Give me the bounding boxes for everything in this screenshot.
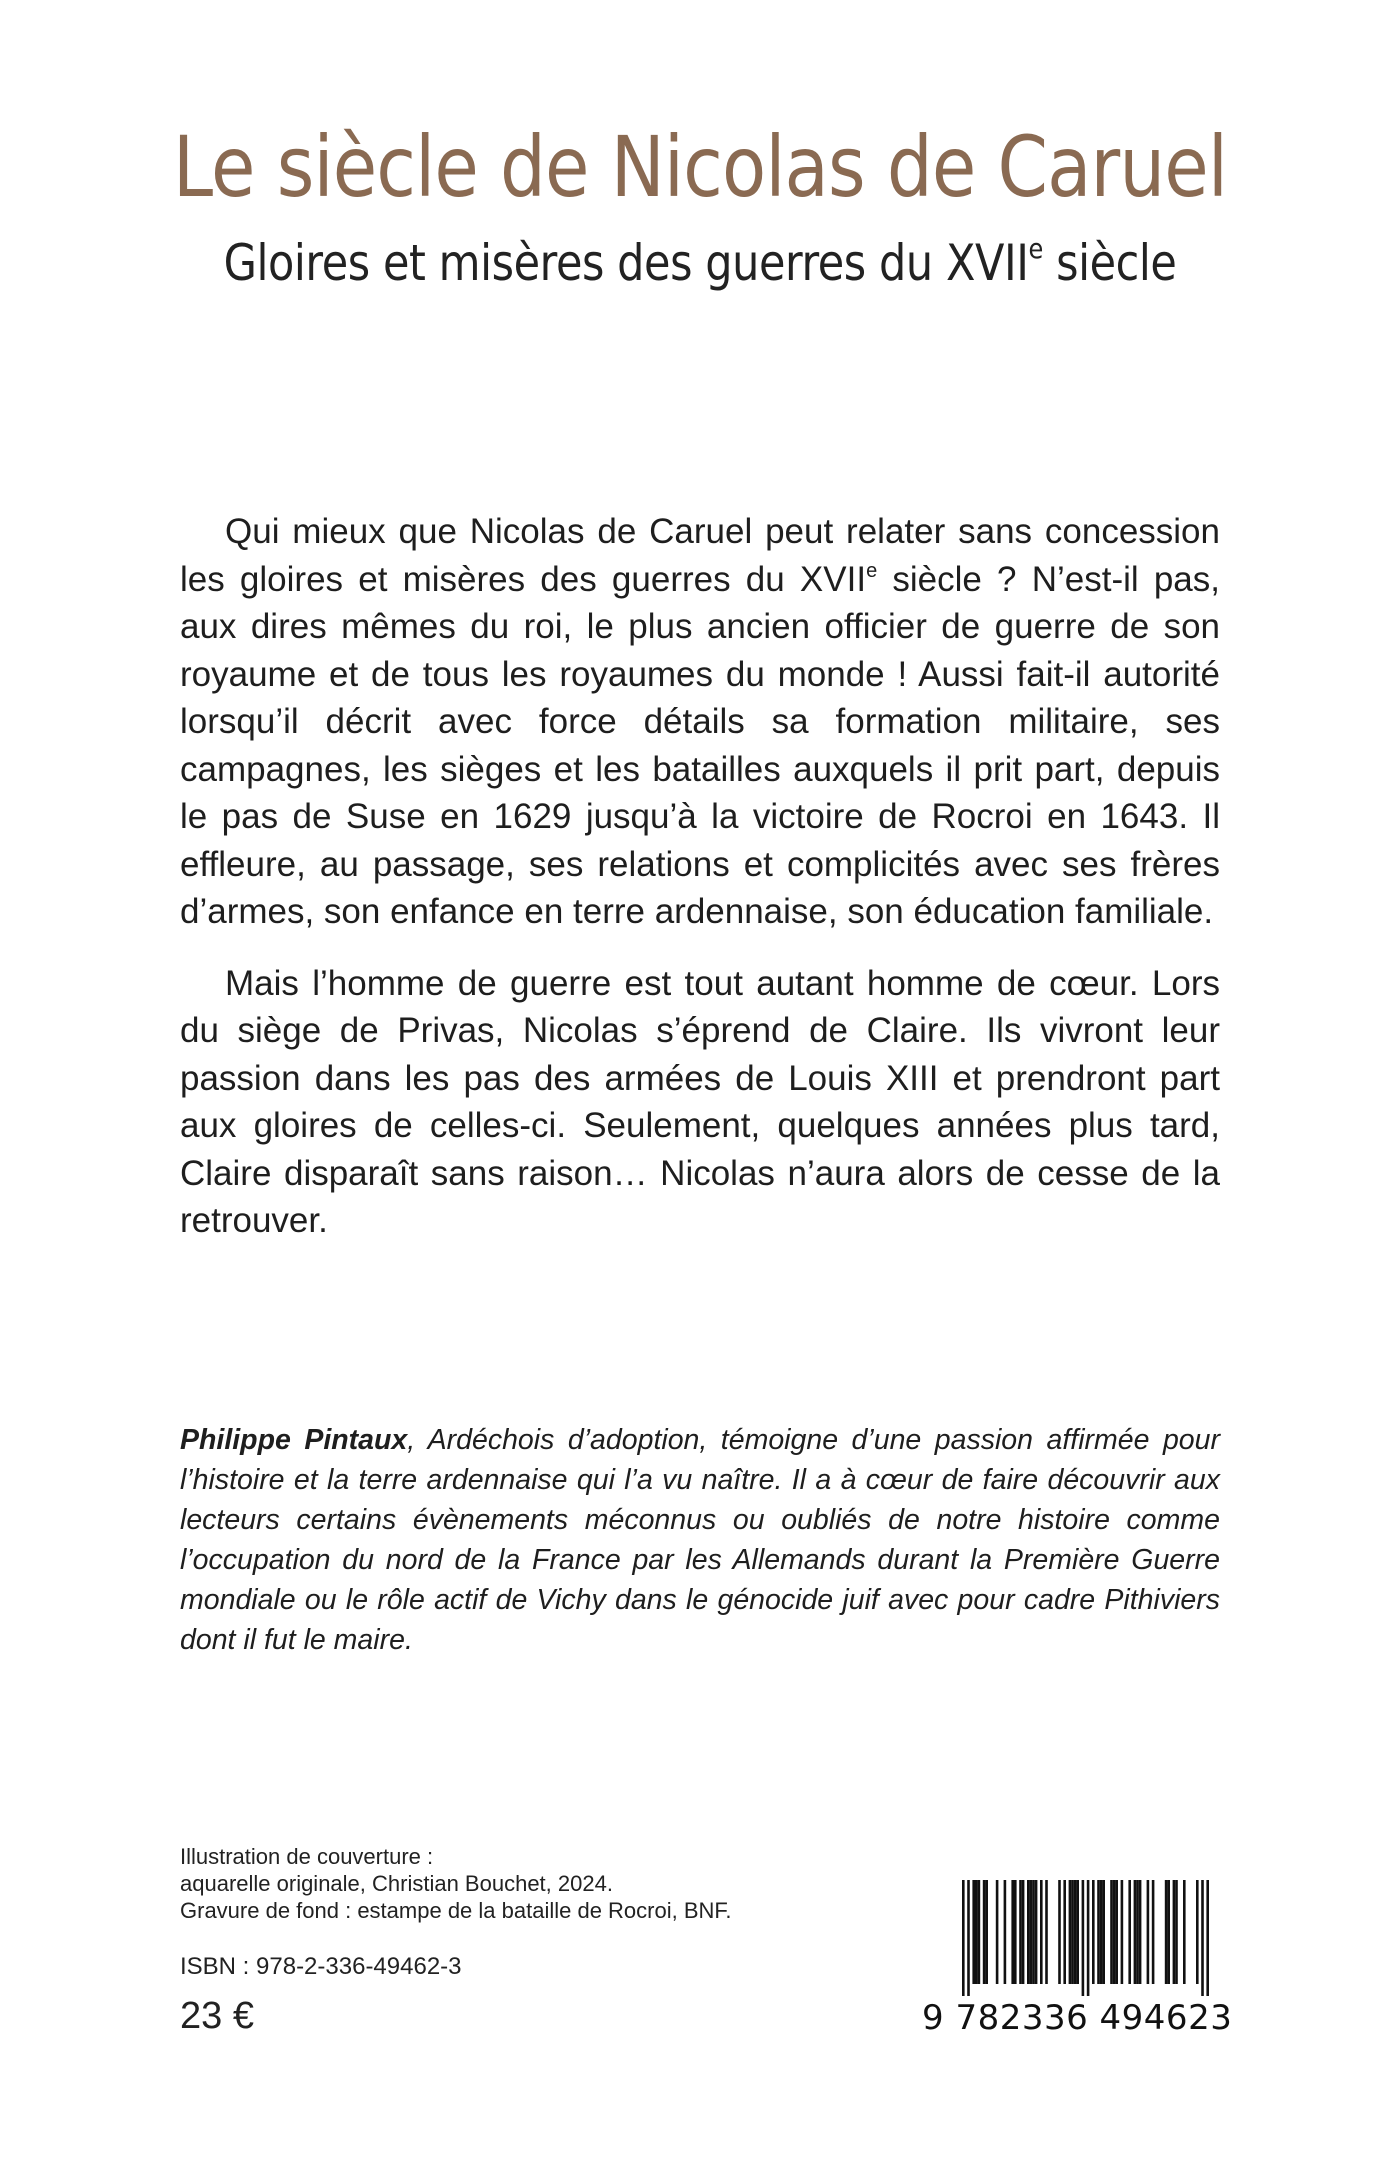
barcode-bar bbox=[978, 1880, 981, 1984]
author-bio bbox=[180, 1420, 1220, 1660]
barcode-bar bbox=[1030, 1880, 1033, 1984]
blurb-p1-end: siècle ? N’est-il pas, aux dires mêmes du roi, le plus ancien officier de guerre de son royaume et de tous les royaumes du monde ! Aussi fait-il autorité lorsqu’il décrit avec force détails sa formation militaire, ses campagnes, les sièges et les batailles auxquels il prit part, depuis le pas de Suse en 1629 jusqu’à la victoire de Rocroi en 1643. Il effleure, au passage, ses relations et complicités avec ses frères d’armes, son enfance en terre ardennaise, son éducation familiale. bbox=[180, 559, 1220, 931]
barcode-bar bbox=[1139, 1880, 1142, 1984]
barcode-bar bbox=[1110, 1880, 1113, 1984]
barcode-bar bbox=[1147, 1880, 1150, 1984]
barcode-bar bbox=[1063, 1880, 1066, 1984]
barcode-bar bbox=[1040, 1880, 1043, 1984]
barcode-bar bbox=[1196, 1880, 1199, 1984]
barcode-bar bbox=[1134, 1880, 1137, 1984]
barcode-bar bbox=[1097, 1880, 1100, 1984]
credits-line-1: Illustration de couverture : bbox=[180, 1844, 434, 1869]
barcode-bar bbox=[983, 1880, 986, 1984]
barcode-bar bbox=[1022, 1880, 1025, 1984]
blurb-paragraph-1 bbox=[180, 508, 1220, 936]
barcode-bar bbox=[975, 1880, 978, 1984]
barcode-bar bbox=[1100, 1880, 1103, 1984]
barcode-bar bbox=[1032, 1880, 1035, 1984]
barcode-bar bbox=[1175, 1880, 1178, 1984]
barcode-bar bbox=[1113, 1880, 1116, 1984]
barcode-bar bbox=[1115, 1880, 1118, 1984]
barcode-bar bbox=[1102, 1880, 1105, 1984]
back-cover-blurb bbox=[180, 508, 1220, 1269]
barcode-bar bbox=[1074, 1880, 1077, 1984]
barcode-bar bbox=[1087, 1880, 1090, 1996]
blurb-p1-superscript: e bbox=[866, 559, 878, 582]
barcode-bar bbox=[1004, 1880, 1007, 1984]
barcode-bar bbox=[1152, 1880, 1155, 1984]
blurb-paragraph-2: Mais l’homme de guerre est tout autant homme de cœur. Lors du siège de Privas, Nicolas s’éprend de Claire. Ils vivront leur passion dans les pas des armées de Louis XIII et prendront part aux gloires de celles-ci. Seulement, quelques années plus tard, Claire disparaît sans raison… Nicolas n’aura alors de cesse de la retrouver. bbox=[180, 963, 1220, 1240]
barcode-bar bbox=[1035, 1880, 1038, 1984]
barcode-bar bbox=[1011, 1880, 1014, 1984]
barcode-bar bbox=[1092, 1880, 1095, 1984]
barcode-bar bbox=[1167, 1880, 1170, 1984]
barcode-bar bbox=[1058, 1880, 1061, 1984]
author-name: Philippe Pintaux bbox=[180, 1424, 408, 1456]
barcode-bar bbox=[1201, 1880, 1204, 1996]
barcode-bar bbox=[1165, 1880, 1168, 1984]
isbn: ISBN : 978-2-336-49462-3 bbox=[180, 1953, 462, 1980]
barcode-bar bbox=[1206, 1880, 1209, 1996]
barcode-bar bbox=[1045, 1880, 1048, 1984]
barcode-bar bbox=[1173, 1880, 1176, 1984]
book-title: Le siècle de Nicolas de Caruel bbox=[172, 118, 1228, 216]
barcode-bar bbox=[1076, 1880, 1079, 1984]
barcode-bar bbox=[1128, 1880, 1131, 1984]
subtitle-superscript: e bbox=[1028, 232, 1043, 265]
credits-line-2: aquarelle originale, Christian Bouchet, 2024. bbox=[180, 1871, 613, 1896]
subtitle-main: Gloires et misères des guerres du XVII bbox=[223, 234, 1029, 292]
barcode-bar bbox=[1071, 1880, 1074, 1984]
illustration-credits bbox=[180, 1843, 880, 1924]
barcode-bar bbox=[1183, 1880, 1186, 1984]
barcode-bar bbox=[1069, 1880, 1072, 1984]
blurb-p1-start: Qui mieux que Nicolas de Caruel peut relater sans concession les gloires et misères des guerres du XVII bbox=[180, 512, 1220, 599]
barcode-bar bbox=[1027, 1880, 1030, 1984]
barcode-bar bbox=[996, 1880, 999, 1984]
barcode-digits: 9 782336 494623 bbox=[922, 1998, 1233, 2038]
author-bio-text: , Ardéchois d’adoption, témoigne d’une passion affirmée pour l’histoire et la terre ardennaise qui l’a vu naître. Il a à cœur de faire découvrir aux lecteurs certains évènements méconnus ou oubliés de notre histoire comme l’occupation du nord de la France par les Allemands durant la Première Guerre mondiale ou le rôle actif de Vichy dans le génocide juif avec pour cadre Pithiviers dont il fut le maire. bbox=[180, 1424, 1220, 1656]
barcode-bar bbox=[962, 1880, 965, 1996]
credits-line-3: Gravure de fond : estampe de la bataille de Rocroi, BNF. bbox=[180, 1898, 732, 1923]
barcode-bar bbox=[1136, 1880, 1139, 1984]
subtitle-end: siècle bbox=[1042, 234, 1177, 292]
barcode-bar bbox=[1019, 1880, 1022, 1984]
barcode-bar bbox=[967, 1880, 970, 1996]
barcode-bar bbox=[972, 1880, 975, 1984]
barcode-bars bbox=[922, 1880, 1218, 1996]
price: 23 € bbox=[180, 1995, 254, 2037]
barcode-bar bbox=[1014, 1880, 1017, 1984]
barcode-bar bbox=[985, 1880, 988, 1984]
barcode-bar bbox=[1082, 1880, 1085, 1996]
barcode-bar bbox=[1121, 1880, 1124, 1984]
book-subtitle bbox=[98, 232, 1302, 292]
